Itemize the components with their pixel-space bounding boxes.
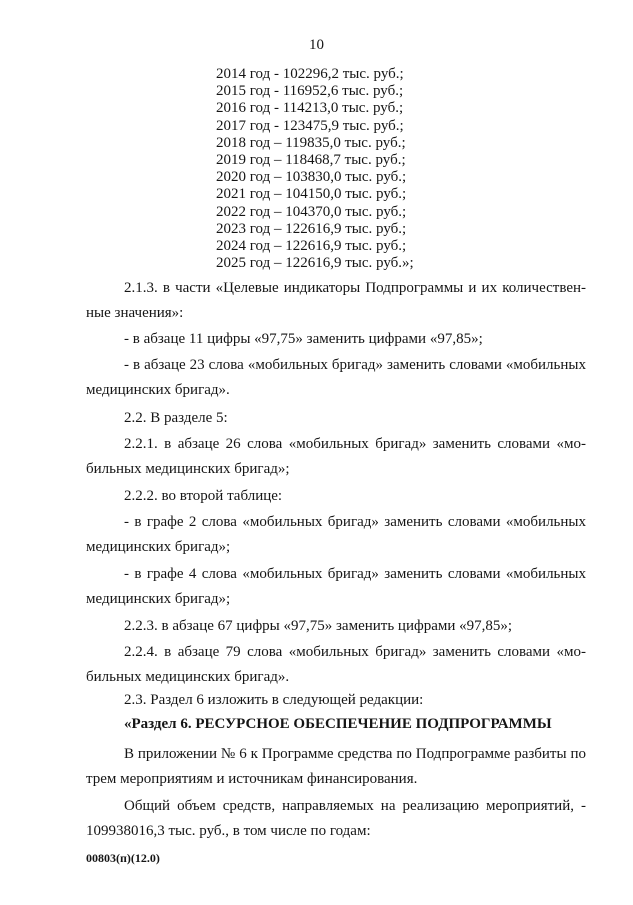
year-line: 2021 год – 104150,0 тыс. руб.; <box>216 186 407 203</box>
year-line: 2015 год - 116952,6 тыс. руб.; <box>216 83 404 100</box>
paragraph: 2.1.3. в части «Целевые индикаторы Подпрограммы и их количествен-ные значения»: <box>86 280 586 321</box>
year-line: 2023 год – 122616,9 тыс. руб.; <box>216 220 407 237</box>
year-line: 2016 год - 114213,0 тыс. руб.; <box>216 100 404 117</box>
funding-by-year-list <box>216 66 414 272</box>
paragraph: 2.2. В разделе 5: <box>124 410 228 426</box>
paragraph: 2.2.1. в абзаце 26 слова «мобильных бригад» заменить словами «мо-бильных медицинских бригад»; <box>86 436 586 477</box>
section-heading: «Раздел 6. РЕСУРСНОЕ ОБЕСПЕЧЕНИЕ ПОДПРОГРАММЫ <box>124 716 552 732</box>
year-line: 2025 год – 122616,9 тыс. руб.»; <box>216 255 414 272</box>
year-line: 2022 год – 104370,0 тыс. руб.; <box>216 203 407 220</box>
paragraph: Общий объем средств, направляемых на реализацию мероприятий, - 109938016,3 тыс. руб., в том числе по годам: <box>86 798 586 839</box>
paragraph: - в графе 4 слова «мобильных бригад» заменить словами «мобильных медицинских бригад»; <box>86 566 586 607</box>
year-line: 2017 год - 123475,9 тыс. руб.; <box>216 117 404 134</box>
year-line: 2024 год – 122616,9 тыс. руб.; <box>216 238 407 255</box>
year-line: 2019 год – 118468,7 тыс. руб.; <box>216 152 406 169</box>
page-number: 10 <box>309 37 324 53</box>
paragraph: 2.3. Раздел 6 изложить в следующей редакции: <box>124 692 424 708</box>
year-line: 2018 год – 119835,0 тыс. руб.; <box>216 134 406 151</box>
paragraph: - в абзаце 23 слова «мобильных бригад» заменить словами «мобильных медицинских бригад». <box>86 357 586 398</box>
paragraph: В приложении № 6 к Программе средства по Подпрограмме разбиты по трем мероприятиям и источникам финансирования. <box>86 746 586 787</box>
paragraph: 2.2.2. во второй таблице: <box>124 488 283 504</box>
year-line: 2020 год – 103830,0 тыс. руб.; <box>216 169 407 186</box>
paragraph: - в абзаце 11 цифры «97,75» заменить цифрами «97,85»; <box>124 331 483 347</box>
paragraph: - в графе 2 слова «мобильных бригад» заменить словами «мобильных медицинских бригад»; <box>86 514 586 555</box>
paragraph: 2.2.3. в абзаце 67 цифры «97,75» заменить цифрами «97,85»; <box>124 618 513 634</box>
paragraph: 2.2.4. в абзаце 79 слова «мобильных бригад» заменить словами «мо-бильных медицинских бригад». <box>86 644 586 685</box>
document-code: 00803(п)(12.0) <box>86 851 160 865</box>
year-line: 2014 год - 102296,2 тыс. руб.; <box>216 66 404 82</box>
